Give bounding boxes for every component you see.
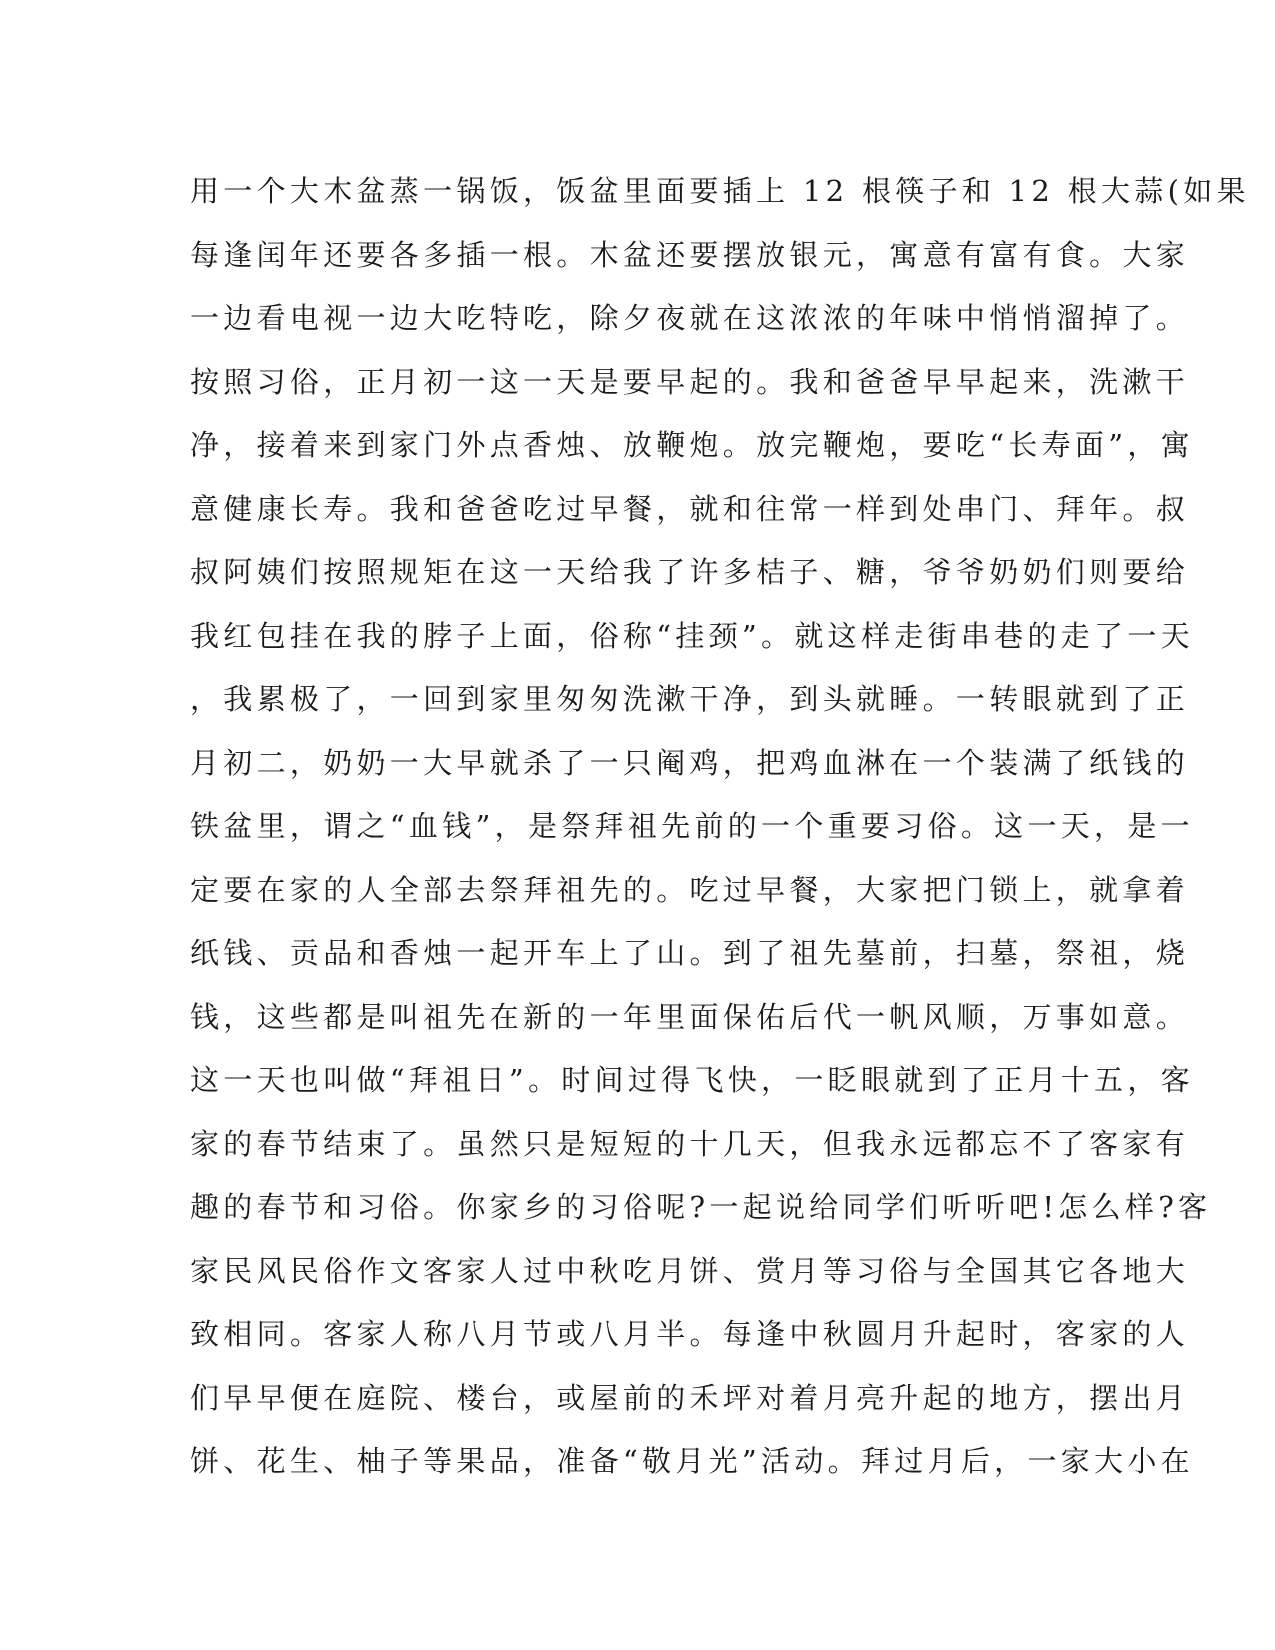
text-line: 我红包挂在我的脖子上面，俗称“挂颈”。就这样走街串巷的走了一天 [190,618,1194,653]
text-line: 意健康长寿。我和爸爸吃过早餐，就和往常一样到处串门、拜年。叔 [190,491,1190,526]
text-line: ，我累极了，一回到家里匆匆洗漱干净，到头就睡。一转眼就到了正 [190,682,1190,716]
text-line: 趣的春节和习俗。你家乡的习俗呢?一起说给同学们听听吧!怎么样?客 [190,1190,1212,1224]
text-line: 定要在家的人全部去祭拜祖先的。吃过早餐，大家把门锁上，就拿着 [190,872,1190,907]
text-line: 铁盆里，谓之“血钱”，是祭拜祖先前的一个重要习俗。这一天，是一 [190,809,1194,843]
text-line: 钱，这些都是叫祖先在新的一年里面保佑后代一帆风顺，万事如意。 [190,999,1190,1034]
text-line: 用一个大木盆蒸一锅饭，饭盆里面要插上 12 根筷子和 12 根大蒜(如果 [190,174,1250,208]
text-line: 们早早便在庭院、楼台，或屋前的禾坪对着月亮升起的地方，摆出月 [190,1380,1190,1415]
text-line: 一边看电视一边大吃特吃，除夕夜就在这浓浓的年味中悄悄溜掉了。 [190,301,1190,335]
text-line: 每逢闰年还要各多插一根。木盆还要摆放银元，寓意有富有食。大家 [190,237,1190,272]
text-line: 家的春节结束了。虽然只是短短的十几天，但我永远都忘不了客家有 [190,1126,1190,1161]
text-line: 饼、花生、柚子等果品，准备“敬月光”活动。拜过月后，一家大小在 [190,1444,1194,1478]
text-line: 按照习俗，正月初一这一天是要早起的。我和爸爸早早起来，洗漱干 [190,364,1190,399]
text-line: 致相同。客家人称八月节或八月半。每逢中秋圆月升起时，客家的人 [190,1317,1190,1351]
text-line: 月初二，奶奶一大早就杀了一只阉鸡，把鸡血淋在一个装满了纸钱的 [190,745,1190,780]
text-line: 纸钱、贡品和香烛一起开车上了山。到了祖先墓前，扫墓，祭祖，烧 [190,936,1190,970]
text-line: 这一天也叫做“拜祖日”。时间过得飞快，一眨眼就到了正月十五，客 [190,1063,1194,1097]
text-line: 家民风民俗作文客家人过中秋吃月饼、赏月等习俗与全国其它各地大 [190,1253,1190,1288]
text-line: 叔阿姨们按照规矩在这一天给我了许多桔子、糖，爷爷奶奶们则要给 [190,555,1190,589]
text-line: 净，接着来到家门外点香烛、放鞭炮。放完鞭炮，要吃“长寿面”，寓 [190,428,1194,462]
body-text [190,160,1250,1494]
